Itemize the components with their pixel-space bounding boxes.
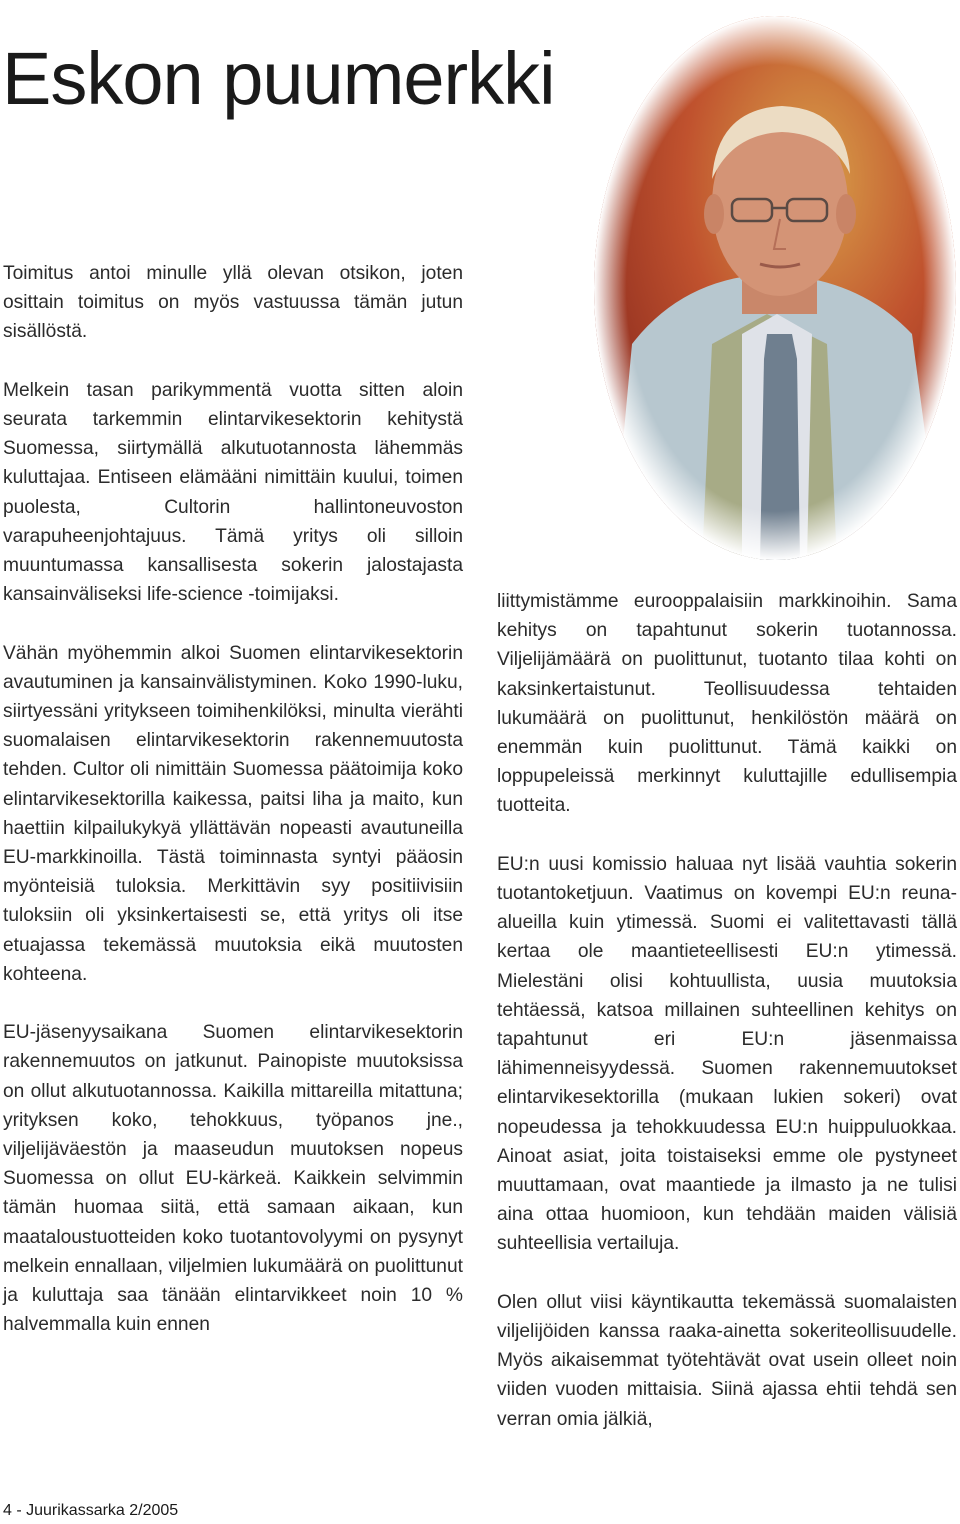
author-portrait [592, 14, 958, 562]
paragraph: Olen ollut viisi käyntikautta tekemässä suomalaisten viljelijöiden kanssa raaka-ainetta sokeriteollisuudelle. Myös aikaisemmat työtehtävät ovat usein olleet noin viiden vuoden mittaisia. Siinä ajassa ehtii tehdä sen verran omia jälkiä, [497, 1291, 957, 1430]
left-column [3, 259, 463, 1369]
page-footer: 4 - Juurikassarka 2/2005 [3, 1502, 179, 1519]
paragraph: liittymistämme eurooppalaisiin markkinoihin. Sama kehitys on tapahtunut sokerin tuotannossa. Viljelijämäärä on puolittunut, tuotanto tilaa kohti on kaksinkertaistunut. Teollisuudessa tehtaiden lukumäärä on puolittunut, henkilöstön määrä on enemmän kuin puolittunut. Tämä kaikki on loppupeleissä merkinnyt kuluttajille edullisempia tuotteita. [497, 591, 957, 817]
paragraph: Melkein tasan parikymmentä vuotta sitten aloin seurata tarkemmin elintarvikesektorin kehitystä Suomessa, siirtymällä alkutuotannosta lähemmäs kuluttajaa. Entiseen elämääni nimittäin kuului, toimen puolesta, Cultorin hallintoneuvoston varapuheenjohtajuus. Tämä yritys oli silloin muuntumassa kansallisesta sokerin jalostajasta kansainväliseksi life-science -toimijaksi. [3, 379, 463, 606]
paragraph: EU:n uusi komissio haluaa nyt lisää vauhtia sokerin tuotantoketjuun. Vaatimus on kovempi EU:n reuna-alueilla kuin ytimessä. Suomi ei valitettavasti tällä kertaa ole maantieteellisesti EU:n ytimessä. Mielestäni olisi kohtuullista, uusia muutoksia tehtäessä, katsoa millainen suhteellinen kehitys on tapahtunut eri EU:n jäsenmaissa lähimenneisyydessä. Suomen rakennemuutokset elintarvikesektorilla (mukaan lukien sokeri) ovat nopeudessa ja tehokkuudessa EU:n huippuluokkaa. Ainoat asiat, joita toistaiseksi emme ole pystyneet muuttamaan, ovat maantiede ja ilmasto ja ne tulisi aina ottaa huomioon, kun tehdään maiden välisiä suhteellisia vertailuja. [497, 853, 957, 1255]
paragraph: Vähän myöhemmin alkoi Suomen elintarvikesektorin avautuminen ja kansainvälistyminen. Koko 1990-luku, siirtyessäni yritykseen toimihenkilöksi, minulta vierähti suomalaisen elintarvikesektorin rakennemuutosta tehden. Cultor oli nimittäin Suomessa päätoimija koko elintarvikesektorilla kaikessa, paitsi liha ja maito, kun haettiin kilpailukykyä yllättävän nopeasti avautuneilla EU-markkinoilla. Tästä toiminnasta syntyi pääosin myönteisiä tuloksia. Merkittävin syy positiivisiin tuloksiin oli yksinkertaisesti se, että yritys oli itse etuajassa tekemässä muutoksia eikä muutosten kohteena. [3, 642, 463, 985]
right-column [497, 587, 957, 1463]
article-title: Eskon puumerkki [2, 37, 555, 120]
paragraph: EU-jäsenyysaikana Suomen elintarvikesektorin rakennemuutos on jatkunut. Painopiste muutoksissa on ollut alkutuotannossa. Kaikilla mittareilla mitattuna; yrityksen koko, tehokkuus, työpanos jne., viljelijäväestön ja maaseudun muutoksen nopeus Suomessa on ollut EU-kärkeä. Kaikkein selvimmin tämän huomaa siitä, että samaan aikaan, kun maataloustuotteiden koko tuotantovolyymi on pysynyt melkein ennallaan, viljelmien lukumäärä on puolittunut ja kuluttaja saa tänään elintarvikkeet noin 10 % halvemmalla kuin ennen [3, 1022, 463, 1336]
paragraph: Toimitus antoi minulle yllä olevan otsikon, joten osittain toimitus on myös vastuussa tämän jutun sisällöstä. [3, 263, 463, 343]
